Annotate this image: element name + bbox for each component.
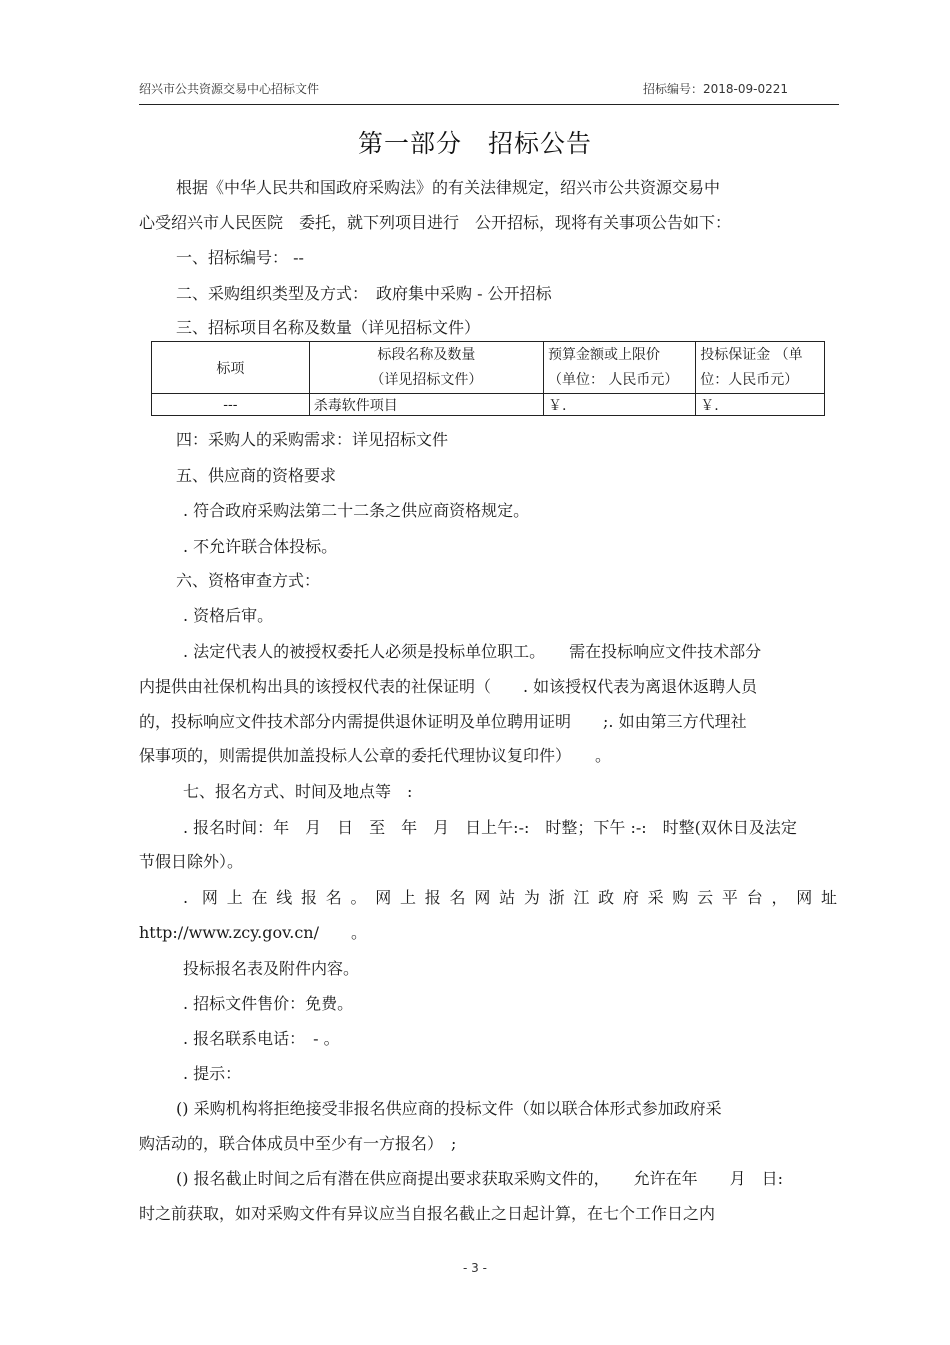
section-7-item-2-line-1: . 网上在线报名。网上报名网站为浙江政府采购云平台，网址 — [183, 888, 837, 907]
section-4: 四：采购人的采购需求：详见招标文件 — [176, 430, 449, 449]
item-bid-number: 一、招标编号： -- — [176, 248, 304, 267]
cell-lot: --- — [152, 394, 310, 416]
section-7-item-2-url: http://www.zcy.gov.cn/ 。 — [139, 923, 368, 942]
item-project-name: 三、招标项目名称及数量（详见招标文件） — [176, 318, 481, 337]
table-header-row — [152, 342, 825, 394]
section-6: 六、资格审查方式： — [176, 571, 321, 590]
section-7-item-5: . 报名联系电话： - 。 — [183, 1029, 340, 1048]
cell-budget: ￥. — [543, 394, 695, 416]
item-procurement-type: 二、采购组织类型及方式： 政府集中采购 - 公开招标 — [176, 284, 552, 303]
section-7-note-2-line-2: 时之前获取，如对采购文件有异议应当自报名截止之日起计算，在七个工作日之内 — [139, 1204, 716, 1223]
header-budget-line-1: 预算金额或上限价 — [547, 346, 660, 363]
intro-line-1: 根据《中华人民共和国政府采购法》的有关法律规定，绍兴市公共资源交易中 — [176, 178, 721, 197]
section-7: 七、报名方式、时间及地点等 : — [183, 782, 413, 801]
section-7-note-1-line-1: () 采购机构将拒绝接受非报名供应商的投标文件（如以联合体形式参加政府采 — [176, 1099, 722, 1118]
header-deposit-line-1: 投标保证金 （单 — [700, 346, 803, 363]
section-7-item-3: 投标报名表及附件内容。 — [183, 959, 360, 978]
intro-line-2: 心受绍兴市人民医院 委托，就下列项目进行 公开招标，现将有关事项公告如下： — [139, 213, 732, 232]
section-5-item-2: . 不允许联合体投标。 — [183, 537, 338, 556]
section-6-item-2-line-4: 保事项的，则需提供加盖投标人公章的委托代理协议复印件） 。 — [139, 746, 612, 765]
section-6-item-2-line-2: 内提供由社保机构出具的该授权代表的社保证明（ . 如该授权代表为离退休返聘人员 — [139, 677, 758, 696]
section-5: 五、供应商的资格要求 — [176, 466, 337, 485]
section-6-item-2-line-3: 的，投标响应文件技术部分内需提供退休证明及单位聘用证明 ;. 如由第三方代理社 — [139, 712, 747, 731]
header-budget-line-2: （单位： 人民币元） — [547, 371, 679, 388]
section-7-item-6: . 提示： — [183, 1064, 242, 1083]
running-header-bid-number: 招标编号：2018-09-0221 — [643, 82, 789, 96]
header-deposit-line-2: 位：人民币元） — [700, 371, 799, 388]
section-6-item-1: . 资格后审。 — [183, 606, 274, 625]
header-budget — [543, 342, 695, 394]
section-7-note-1-line-2: 购活动的，联合体成员中至少有一方报名） ; — [139, 1134, 457, 1153]
header-deposit — [696, 342, 825, 394]
table-row — [152, 394, 825, 416]
header-lot-name-line-2: （详见招标文件） — [370, 371, 483, 388]
section-7-item-1-line-1: . 报名时间：年 月 日 至 年 月 日上午:-: 时整；下午 :-: 时整(双休日及法定 — [183, 818, 797, 837]
cell-deposit: ￥. — [696, 394, 825, 416]
section-title: 第一部分 招标公告 — [357, 129, 592, 158]
header-lot: 标项 — [152, 342, 310, 394]
section-6-item-2-line-1: . 法定代表人的被授权委托人必须是投标单位职工。 需在投标响应文件技术部分 — [183, 642, 762, 661]
page-number: - 3 - — [463, 1261, 487, 1275]
section-7-note-2-line-1: () 报名截止时间之后有潜在供应商提出要求获取采购文件的， 允许在年 月 日: — [176, 1169, 783, 1188]
cell-lot-name: 杀毒软件项目 — [309, 394, 543, 416]
header-divider — [139, 104, 839, 105]
section-7-item-4: . 招标文件售价：免费。 — [183, 994, 354, 1013]
header-lot-name — [309, 342, 543, 394]
running-header-title: 绍兴市公共资源交易中心招标文件 — [139, 82, 320, 96]
section-5-item-1: . 符合政府采购法第二十二条之供应商资格规定。 — [183, 501, 530, 520]
header-lot-name-line-1: 标段名称及数量 — [377, 346, 476, 363]
bid-items-table — [151, 341, 825, 416]
section-7-item-1-line-2: 节假日除外）。 — [139, 852, 244, 871]
